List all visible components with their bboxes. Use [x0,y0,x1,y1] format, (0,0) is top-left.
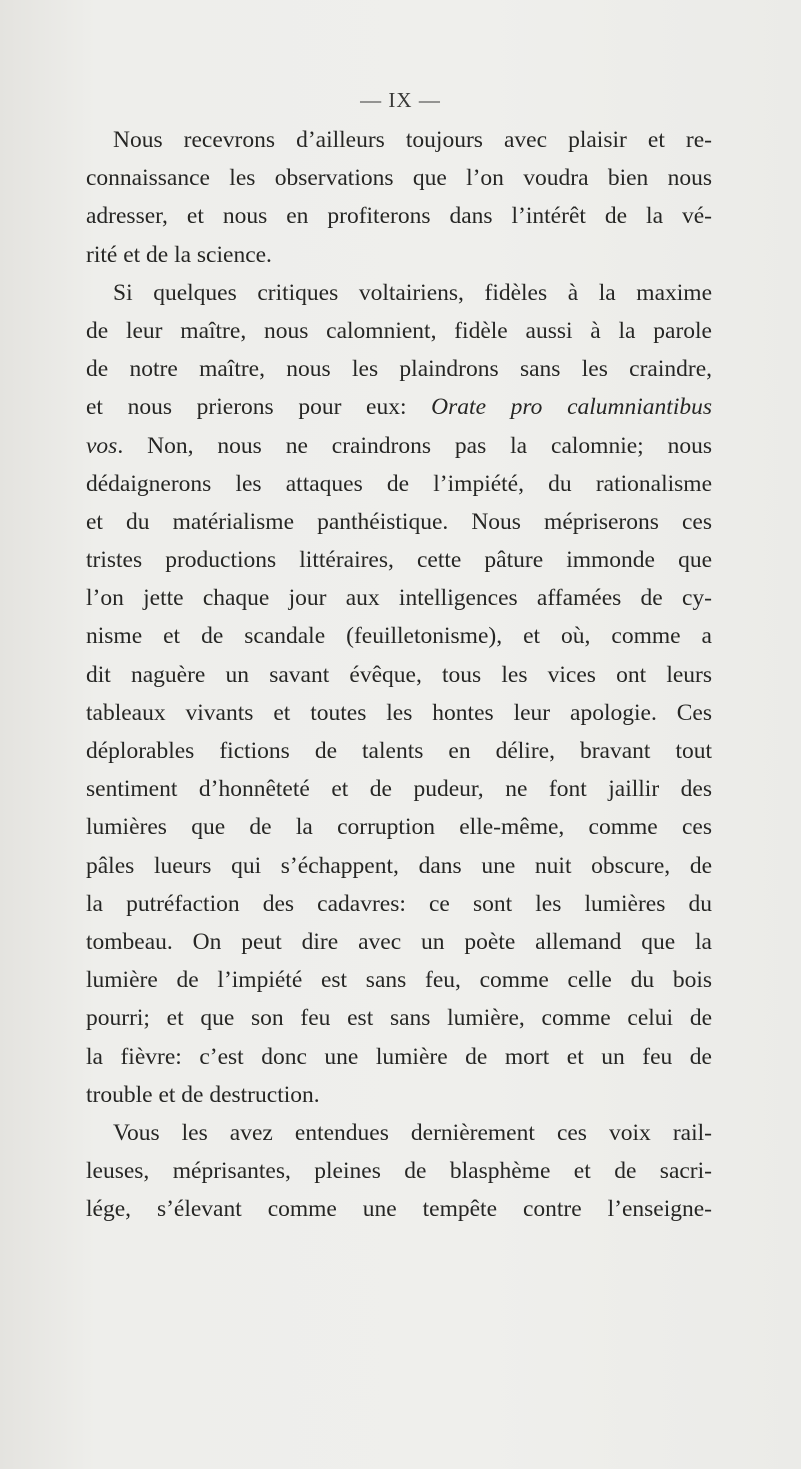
text-line: Si quelques critiques voltairiens, fidèles à la maxime [113,279,712,306]
text-line: sentiment d’honnêteté et de pudeur, ne font jaillir des [86,776,712,803]
text-line: tableaux vivants et toutes les hontes leur apologie. Ces [86,699,712,726]
text-line: la putréfaction des cadavres: ce sont les lumières du [86,890,712,917]
text-line: trouble et de destruction. [86,1081,320,1108]
text-line: Nous recevrons d’ailleurs toujours avec plaisir et re- [113,127,712,153]
text-line [86,388,712,426]
text-line: connaissance les observations que l’on voudra bien nous [86,165,712,192]
text-line: leuses, méprisantes, pleines de blasphème et de sacri- [86,1158,712,1185]
latin-quotation: Orate pro calumniantibus [431,394,712,421]
text-line: la fièvre: c’est donc une lumière de mort et un feu de [86,1043,712,1070]
text-line: dit naguère un savant évêque, tous les vices ont leurs [86,661,712,688]
text-line: lumières que de la corruption elle-même, comme ces [86,814,712,841]
text-line: dédaignerons les attaques de l’impiété, du rationalisme [86,470,712,497]
page-number-header: — IX — [360,88,441,112]
body-text [86,121,712,1228]
text-line: pâles lueurs qui s’échappent, dans une nuit obscure, de [86,852,712,879]
text-line: tombeau. On peut dire avec un poète allemand que la [86,928,712,955]
text-line: rité et de la science. [86,241,272,268]
text-line: et du matérialisme panthéistique. Nous mépriserons ces [86,508,712,535]
text-line: tristes productions littéraires, cette pâture immonde que [86,547,712,574]
text-line: de notre maître, nous les plaindrons sans les craindre, [86,356,712,383]
text-line: déplorables fictions de talents en délire, bravant tout [86,738,712,764]
text-line: Vous les avez entendues dernièrement ces voix rail- [113,1119,712,1146]
text-line [86,427,712,465]
text-run: et nous prierons pour eux: [86,394,432,421]
text-run: . Non, nous ne craindrons pas la calomnie; nous [117,432,712,459]
text-line: l’on jette chaque jour aux intelligences affamées de cy- [86,585,712,612]
text-line: lumière de l’impiété est sans feu, comme celle du bois [86,967,712,994]
text-line: de leur maître, nous calomnient, fidèle aussi à la parole [86,317,712,344]
text-line: nisme et de scandale (feuilletonisme), et où, comme a [86,623,712,650]
latin-quotation: vos [86,432,118,459]
text-line: adresser, et nous en profiterons dans l’intérêt de la vé- [86,203,712,230]
text-line: lége, s’élevant comme une tempête contre l’enseigne- [86,1196,712,1223]
text-line: pourri; et que son feu est sans lumière, comme celui de [86,1005,712,1032]
